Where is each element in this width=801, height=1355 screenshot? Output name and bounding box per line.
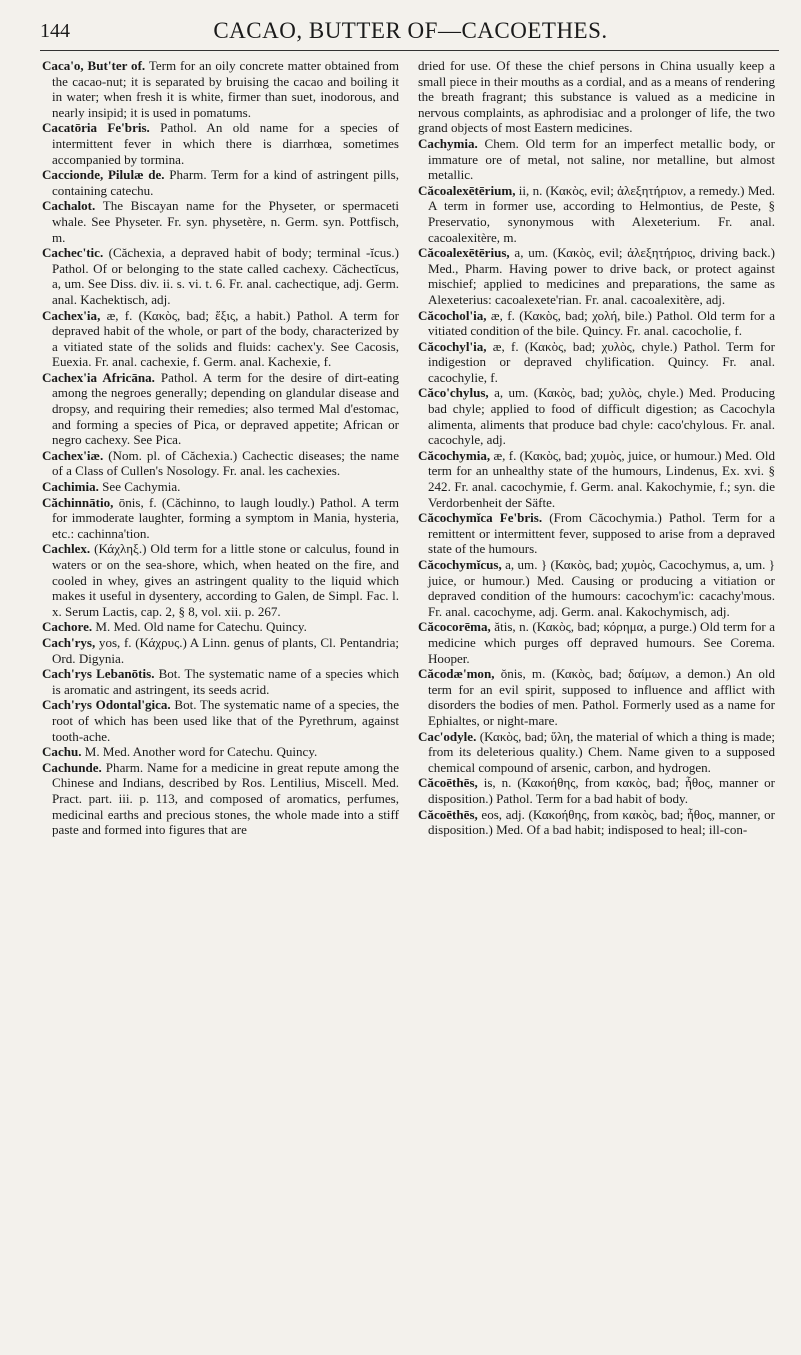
entry-headword: Cachex'ia, (42, 307, 101, 323)
entry-definition: Pharm. Name for a medicine in great repute among the Chinese and Indians, described by Ros. Lentilius, Miscell. Med. Pract. part. iii. p. 113, and composed of aromatics, perfumes, medicinal earths and precious stones, the whole made into a stiff paste and formed into figures that are (52, 759, 399, 838)
entry-definition: Bot. The systematic name of a species, the root of which has been used like that of the Pyrethrum, against tooth-ache. (52, 697, 399, 744)
entry-definition: a, um. (Κακὸς, evil; ἀλεξητήριος, driving back.) Med., Pharm. Having power to drive back, or protect against mischief; applied to medicines and preparations, the same as Alexeterius: cacoalexete'rian. Fr. anal. cacoalexitère, adj. (428, 245, 775, 307)
entry-definition: (Κάχληξ.) Old term for a little stone or calculus, found in waters or on the sea-shore, which, when heated on the fire, and cooled in whey, gives an astringent quality to the liquid which makes it useful in dysentery, according to Galen, de Simpl. Fac. l. x. Serum Lactis, cap. 2, § 8, vol. xii. p. 267. (52, 541, 399, 619)
dictionary-entry (42, 167, 399, 198)
dictionary-entry (418, 510, 775, 557)
entry-headword: Căcochyl'ia, (418, 338, 487, 354)
entry-headword: Cachu. (42, 744, 82, 760)
entry-headword: Căcochymĭcus, (418, 557, 502, 572)
entry-definition: (Căchexia, a depraved habit of body; terminal -ĭcus.) Pathol. Of or belonging to the state called cachexy. Căchectĭcus, a, um. See Diss. div. ii. s. vi. t. 6. Fr. anal. cachectique, adj. Germ. anal. Kachektisch, adj. (52, 245, 399, 307)
entry-headword: Căcodæ'mon, (418, 666, 495, 682)
entry-headword: Cachimia. (42, 479, 99, 495)
dictionary-entry (418, 245, 775, 307)
dictionary-entry (42, 744, 399, 760)
entry-headword: Cach'rys Odontal'gica. (42, 697, 171, 713)
entry-headword: Cachalot. (42, 198, 96, 214)
entry-definition: Term for an oily concrete matter obtained from the cacao-nut; it is separated by bruising the cacao and boiling it in water; when fresh it is white, firmer than suet, inodorous, and nearly insipid; it is used in pomatums. (52, 58, 399, 120)
dictionary-entry (418, 619, 775, 666)
entry-headword: Căcoēthēs, (418, 775, 478, 791)
dictionary-entry (42, 198, 399, 245)
entry-definition: æ, f. (Κακὸς, bad; ἕξις, a habit.) Pathol. A term for depraved habit of the whole, or part of the body, characterized by a vitiated state of the solids and fluids: cachex'y. See Cacosis, Euexia. Fr. anal. cachexie, f. Germ. anal. Kachexie, f. (52, 307, 399, 370)
entry-headword: Căcochymia, (418, 447, 491, 463)
dictionary-entry (42, 245, 399, 307)
entry-definition: Pathol. An old name for a species of intermittent fever in which there is diarrhœa, sometimes accompanied by tormina. (52, 120, 399, 167)
entry-definition: eos, adj. (Κακοήθης, from κακὸς, bad; ἦθος, manner, or disposition.) Med. Of a bad habit; indisposed to heal; ill-con- (428, 806, 775, 838)
entry-definition: æ, f. (Κακὸς, bad; χυλὸς, chyle.) Pathol. Term for indigestion or depraved chylification. Quincy. Fr. anal. cacochylie, f. (428, 338, 775, 385)
entry-headword: Caca'o, But'ter of. (42, 58, 146, 73)
dictionary-entry (418, 308, 775, 339)
entry-headword: Cachec'tic. (42, 245, 104, 261)
entry-definition: Bot. The systematic name of a species which is aromatic and astringent, its seeds acrid. (52, 666, 399, 697)
entry-headword: Căcoalexētērius, (418, 245, 510, 261)
dictionary-entry (418, 183, 775, 245)
entry-headword: Cachlex. (42, 541, 91, 557)
entry-definition: is, n. (Κακοήθης, from κακὸς, bad; ἦθος, manner or disposition.) Pathol. Term for a bad habit of body. (428, 775, 775, 806)
right-column (418, 58, 775, 838)
entry-headword: Căcocorēma, (418, 619, 491, 635)
dictionary-entry (418, 557, 775, 619)
entry-definition: a, um. (Κακὸς, bad; χυλὸς, chyle.) Med. Producing bad chyle; applied to food of difficult digestion; as Cacochyla alimenta, aliments that produce bad chyle: caco'chylous. Fr. anal. cacochyle, adj. (428, 385, 775, 448)
dictionary-entry (42, 448, 399, 479)
entry-definition: ōnis, f. (Căchinno, to laugh loudly.) Pathol. A term for immoderate laughter, forming a symptom in Mania, hysteria, etc.: cachinna'tion. (52, 494, 399, 541)
dictionary-entry (42, 308, 399, 370)
dictionary-entry (42, 370, 399, 448)
dictionary-entry (42, 697, 399, 744)
dictionary-entry (42, 479, 399, 495)
entry-headword: Căcochymĭca Fe'bris. (418, 510, 543, 526)
entry-definition: Chem. Old term for an imperfect metallic body, or immature ore of metal, not saline, nor metalline, but almost metallic. (428, 135, 775, 183)
dictionary-entry (418, 136, 775, 183)
entry-headword: Cachex'iæ. (42, 447, 104, 463)
dictionary-entry (42, 120, 399, 167)
entry-headword: Căco'chylus, (418, 385, 489, 401)
entry-definition: yos, f. (Κάχρυς.) A Linn. genus of plants, Cl. Pentandria; Ord. Digynia. (52, 634, 399, 666)
entry-headword: Cachore. (42, 619, 93, 635)
entry-headword: Căchinnātio, (42, 494, 114, 510)
page-header (40, 18, 781, 48)
dictionary-entry (42, 58, 399, 120)
dictionary-entry (418, 666, 775, 728)
left-column (42, 58, 399, 838)
entry-headword: Cachymia. (418, 135, 478, 151)
dictionary-entry (42, 541, 399, 619)
dictionary-entry (418, 58, 775, 136)
entry-headword: Cachex'ia Africāna. (42, 369, 155, 385)
entry-headword: Cacatōria Fe'bris. (42, 120, 150, 136)
entry-definition: Pathol. A term for the desire of dirt-eating among the negroes generally; depending on glandular disease and dropsy, and requiring their remedies; also termed Mal d'estomac, and forming a species of Pica, or depraved appetite; African or negro cachexy. See Pica. (52, 369, 399, 448)
dictionary-entry (42, 619, 399, 635)
entry-headword: Căcoalexētērium, (418, 182, 516, 198)
entry-headword: Căcoēthēs, (418, 806, 478, 822)
entry-definition: (Nom. pl. of Căchexia.) Cachectic diseases; the name of a Class of Cullen's Nosology. Fr. anal. les cachexies. (52, 447, 399, 479)
dictionary-entry (418, 339, 775, 386)
entry-definition: dried for use. Of these the chief persons in China usually keep a small piece in their mouths as a cordial, and as a means of rendering the breath fragrant; this substance is valued as a medicine in nervous complaints, as aphrodisiac and a prolonger of life, the two grand objects of most Eastern medicines. (418, 58, 775, 136)
dictionary-entry (418, 385, 775, 447)
entry-headword: Caccionde, Pilulæ de. (42, 167, 165, 183)
entry-definition: ii, n. (Κακὸς, evil; ἀλεξητήριον, a remedy.) Med. A term in former use, according to Helmontius, de Peste, § Preservatio, synonymous with Alexeterium. Fr. anal. cacoalexitère, m. (428, 182, 775, 245)
entry-definition: See Cachymia. (98, 479, 181, 495)
entry-definition: The Biscayan name for the Physeter, or spermaceti whale. See Physeter. Fr. syn. physetère, n. Germ. syn. Pottfisch, m. (52, 198, 399, 245)
dictionary-entry (418, 807, 775, 838)
entry-headword: Cach'rys, (42, 634, 96, 650)
page-number: 144 (40, 20, 70, 42)
running-head: CACAO, BUTTER OF—CACOETHES. (213, 18, 608, 43)
entry-definition: (From Căcochymia.) Pathol. Term for a remittent or intermittent fever, supposed to arise from a depraved state of the humours. (428, 510, 776, 557)
dictionary-entry (418, 729, 775, 776)
header-rule (40, 50, 779, 51)
entry-headword: Cach'rys Lebanōtis. (42, 666, 155, 682)
entry-definition: a, um. } (Κακὸς, bad; χυμὸς, Cacochymus, a, um. } juice, or humour.) Med. Causing or producing a vitiation or depraved condition of the humours: cacochym'ic: cacachy'mous. Fr. anal. cacochyme, adj. Germ. anal. Kakochymisch, adj. (428, 557, 775, 619)
entry-definition: M. Med. Old name for Catechu. Quincy. (92, 619, 307, 635)
entry-definition: æ, f. (Κακὸς, bad; χυμὸς, juice, or humour.) Med. Old term for an unhealthy state of the humours, Lindenus, Ex. xvi. § 242. Fr. anal. cacochymie, f. Germ. anal. Kakochymie, f.; syn. die Verdorbenheit der Säfte. (428, 447, 775, 510)
entry-headword: Căcochol'ia, (418, 307, 487, 323)
entry-headword: Cachunde. (42, 759, 102, 775)
dictionary-entry (42, 495, 399, 542)
dictionary-entry (42, 760, 399, 838)
entry-definition: (Κακὸς, bad; ὕλη, the material of which a thing is made; from its deleterious quality.) Chem. Name given to a supposed chemical compound of arsenic, carbon, and hydrogen. (428, 728, 775, 775)
entry-definition: æ, f. (Κακὸς, bad; χολή, bile.) Pathol. Old term for a vitiated condition of the bile. Quincy. Fr. anal. cacocholie, f. (428, 307, 775, 339)
dictionary-entry (42, 635, 399, 666)
entry-definition: ătis, n. (Κακὸς, bad; κόρημα, a purge.) Old term for a medicine which purges off depraved humours. See Corema. Hooper. (428, 619, 775, 666)
entry-definition: Pharm. Term for a kind of astringent pills, containing catechu. (52, 167, 399, 198)
entry-definition: ŏnis, m. (Κακὸς, bad; δαίμων, a demon.) An old term for an evil spirit, supposed to influence and afflict with disorders the bodies of men. Pathol. Formerly used as a name for Ephialtes, or night-mare. (428, 666, 775, 728)
entry-definition: M. Med. Another word for Catechu. Quincy. (81, 744, 318, 760)
dictionary-entry (42, 666, 399, 697)
dictionary-entry (418, 775, 775, 806)
dictionary-entry (418, 448, 775, 510)
entry-headword: Cac'odyle. (418, 728, 477, 744)
